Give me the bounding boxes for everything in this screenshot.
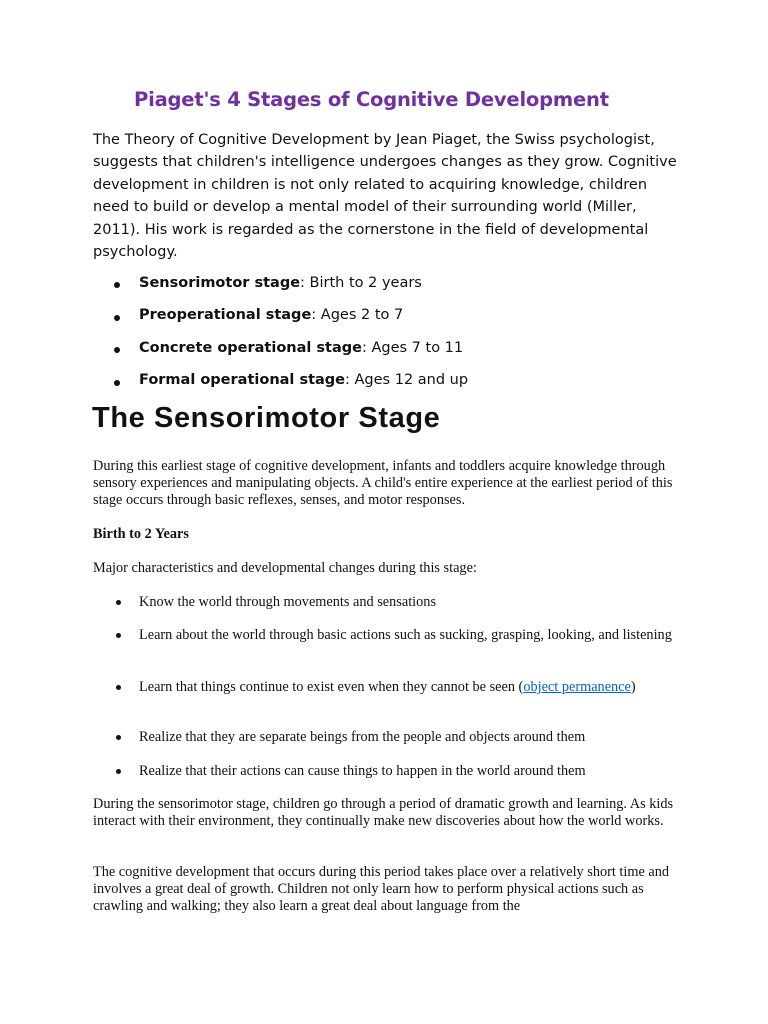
stage-name: Concrete operational stage	[139, 340, 362, 356]
characteristic-item: Realize that they are separate beings from the people and objects around them	[139, 729, 586, 745]
intro-paragraph: The Theory of Cognitive Development by Jean Piaget, the Swiss psychologist, suggests that children's intelligence undergoes changes as they grow. Cognitive development in children is not only related to acquiring knowledge, children need to build or develop a mental model of their surrounding world (Miller, 2011). His work is regarded as the cornerstone in the field of developmental psychology.	[93, 132, 677, 261]
bullet-icon	[114, 315, 120, 321]
bullet-icon	[114, 380, 120, 386]
stage-name: Sensorimotor stage	[139, 275, 301, 291]
stage-item	[139, 372, 468, 388]
bullet-icon	[116, 633, 121, 638]
stage-range: : Ages 12 and up	[345, 372, 469, 388]
stage-name: Preoperational stage	[139, 307, 312, 323]
stage-item	[139, 307, 403, 323]
development-paragraph: The cognitive development that occurs during this period takes place over a relatively short time and involves a great deal of growth. Children not only learn how to perform physical actions such as crawling and walking; they also learn a great deal about language from the	[93, 864, 670, 914]
bullet-icon	[114, 347, 120, 353]
stage-range: : Ages 7 to 11	[361, 340, 464, 356]
bullet-icon	[114, 282, 120, 288]
characteristic-item	[139, 679, 679, 696]
bullet-icon	[116, 685, 121, 690]
characteristic-item: Learn about the world through basic actions such as sucking, grasping, looking, and listening	[139, 627, 672, 643]
characteristic-item: Realize that their actions can cause things to happen in the world around them	[139, 763, 586, 779]
bullet-icon	[116, 735, 121, 740]
stage-range: : Birth to 2 years	[300, 275, 422, 291]
section-heading: The Sensorimotor Stage	[92, 402, 441, 434]
section-intro-paragraph: During this earliest stage of cognitive development, infants and toddlers acquire knowledge through sensory experiences and manipulating objects. A child's entire experience at the earliest period of this stage occurs through basic reflexes, senses, and motor responses.	[93, 458, 673, 508]
bullet-icon	[116, 769, 121, 774]
stage-item	[139, 340, 463, 356]
characteristic-item: Know the world through movements and sensations	[139, 594, 437, 610]
stage-range: : Ages 2 to 7	[311, 307, 404, 323]
stage-name: Formal operational stage	[139, 372, 346, 388]
characteristics-intro: Major characteristics and developmental changes during this stage:	[93, 560, 477, 576]
stage-item	[139, 275, 422, 291]
characteristic-text-end: )	[630, 679, 636, 695]
document-title: Piaget's 4 Stages of Cognitive Development	[134, 88, 609, 111]
object-permanence-link[interactable]: object permanence	[523, 679, 631, 695]
bullet-icon	[116, 600, 121, 605]
characteristic-text: Learn that things continue to exist even when they cannot be seen (	[139, 679, 524, 695]
age-heading: Birth to 2 Years	[93, 526, 189, 542]
growth-paragraph: During the sensorimotor stage, children go through a period of dramatic growth and learning. As kids interact with their environment, they continually make new discoveries about how the world works.	[93, 796, 674, 829]
